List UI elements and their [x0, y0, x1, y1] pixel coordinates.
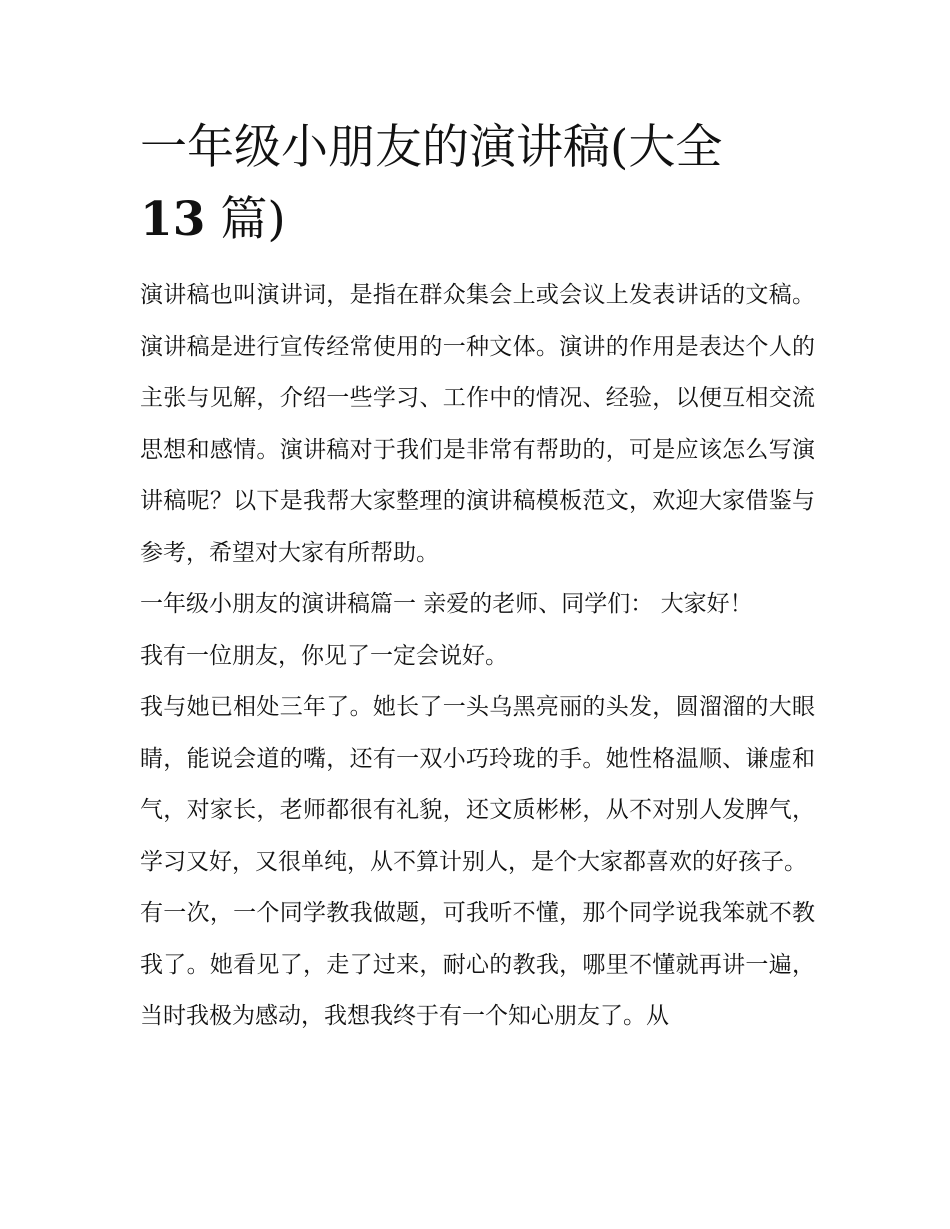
paragraph-intro: 演讲稿也叫演讲词，是指在群众集会上或会议上发表讲话的文稿。演讲稿是进行宣传经常使用的一种文体。演讲的作用是表达个人的主张与见解，介绍一些学习、工作中的情况、经验，以便互相交流思想和感情。演讲稿对于我们是非常有帮助的，可是应该怎么写演讲稿呢？以下是我帮大家整理的演讲稿模板范文，欢迎大家借鉴与参考，希望对大家有所帮助。: [140, 282, 815, 566]
paragraph-description: 我与她已相处三年了。她长了一头乌黑亮丽的头发，圆溜溜的大眼睛，能说会道的嘴，还有一双小巧玲珑的手。她性格温顺、谦虚和气，对家长，老师都很有礼貌，还文质彬彬，从不对别人发脾气，学习又好，又很单纯，从不算计别人，是个大家都喜欢的好孩子。: [140, 694, 815, 875]
paragraph-friend: 我有一位朋友，你见了一定会说好。: [140, 642, 508, 669]
document-title: [140, 112, 815, 256]
paragraph-speech-heading: 一年级小朋友的演讲稿篇一 亲爱的老师、同学们： 大家好！: [140, 591, 753, 617]
title-line-1: 一年级小朋友的演讲稿(大全: [140, 120, 723, 175]
title-count: 13: [140, 192, 206, 247]
title-line-2: 篇): [205, 192, 286, 247]
document-page: [140, 112, 815, 1043]
paragraph-story: 有一次，一个同学教我做题，可我听不懂，那个同学说我笨就不教我了。她看见了，走了过来，耐心的教我，哪里不懂就再讲一遍，当时我极为感动，我想我终于有一个知心朋友了。从: [140, 900, 815, 1029]
